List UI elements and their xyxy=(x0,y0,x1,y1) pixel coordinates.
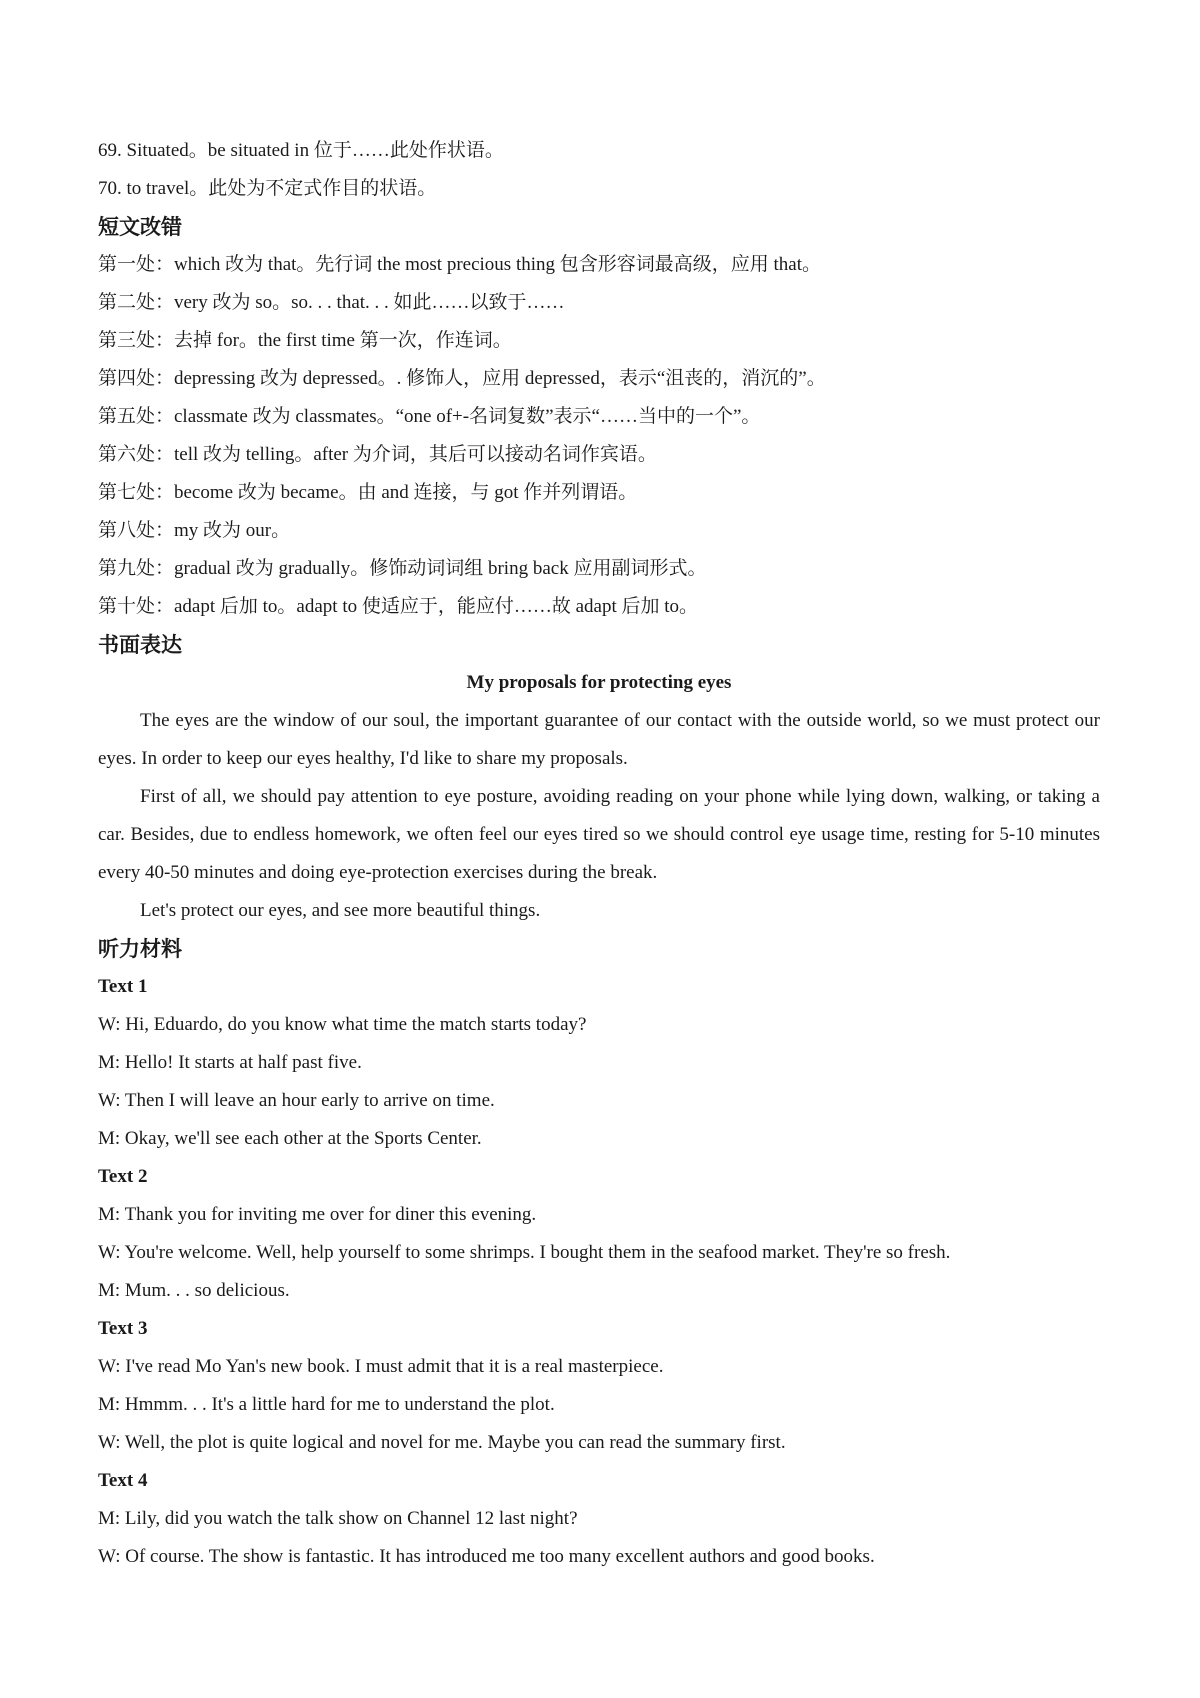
dialogue-line: W: Then I will leave an hour early to arrive on time. xyxy=(98,1090,495,1111)
text-label: Text 1 xyxy=(98,976,148,997)
dialogue-line: W: You're welcome. Well, help yourself to some shrimps. I bought them in the seafood market. They're so fresh. xyxy=(98,1242,951,1263)
answer-69: 69. Situated。be situated in 位于……此处作状语。 xyxy=(98,140,504,161)
correction-item: 第七处：become 改为 became。由 and 连接，与 got 作并列谓语。 xyxy=(98,482,638,503)
essay-paragraph: The eyes are the window of our soul, the important guarantee of our contact with the outside world, so we must protect our eyes. In order to keep our eyes healthy, I'd like to share my proposals. xyxy=(98,710,1100,769)
section-heading-listening: 听力材料 xyxy=(98,937,182,961)
correction-item: 第四处：depressing 改为 depressed。. 修饰人，应用 depressed，表示“沮丧的，消沉的”。 xyxy=(98,368,826,389)
section-heading-writing: 书面表达 xyxy=(98,633,182,657)
text-label: Text 2 xyxy=(98,1166,148,1187)
dialogue-line: W: Of course. The show is fantastic. It has introduced me too many excellent authors and good books. xyxy=(98,1546,875,1567)
correction-item: 第一处：which 改为 that。先行词 the most precious thing 包含形容词最高级，应用 that。 xyxy=(98,254,822,275)
correction-item: 第八处：my 改为 our。 xyxy=(98,520,291,541)
dialogue-line: M: Okay, we'll see each other at the Sports Center. xyxy=(98,1128,482,1149)
correction-item: 第九处：gradual 改为 gradually。修饰动词词组 bring back 应用副词形式。 xyxy=(98,558,707,579)
correction-item: 第六处：tell 改为 telling。after 为介词，其后可以接动名词作宾语。 xyxy=(98,444,657,465)
correction-item: 第十处：adapt 后加 to。adapt to 使适应于，能应付……故 adapt 后加 to。 xyxy=(98,596,699,617)
dialogue-line: M: Hmmm. . . It's a little hard for me to understand the plot. xyxy=(98,1394,555,1415)
text-label: Text 4 xyxy=(98,1470,148,1491)
correction-item: 第二处：very 改为 so。so. . . that. . . 如此……以致于…… xyxy=(98,292,565,313)
essay-paragraph: Let's protect our eyes, and see more beautiful things. xyxy=(140,900,541,921)
dialogue-line: M: Lily, did you watch the talk show on Channel 12 last night? xyxy=(98,1508,578,1529)
dialogue-line: M: Thank you for inviting me over for diner this evening. xyxy=(98,1204,537,1225)
essay-paragraph: First of all, we should pay attention to eye posture, avoiding reading on your phone while lying down, walking, or taking a car. Besides, due to endless homework, we often feel our eyes tired so we should control eye usage time, resting for 5-10 minutes every 40-50 minutes and doing eye-protection exercises during the break. xyxy=(98,786,1100,883)
dialogue-line: W: I've read Mo Yan's new book. I must admit that it is a real masterpiece. xyxy=(98,1356,664,1377)
correction-item: 第五处：classmate 改为 classmates。“one of+-名词复数”表示“……当中的一个”。 xyxy=(98,406,761,427)
answer-70: 70. to travel。此处为不定式作目的状语。 xyxy=(98,178,437,199)
dialogue-line: W: Well, the plot is quite logical and novel for me. Maybe you can read the summary first. xyxy=(98,1432,786,1453)
dialogue-line: W: Hi, Eduardo, do you know what time the match starts today? xyxy=(98,1014,587,1035)
text-label: Text 3 xyxy=(98,1318,148,1339)
correction-item: 第三处：去掉 for。the first time 第一次，作连词。 xyxy=(98,330,512,351)
essay-title: My proposals for protecting eyes xyxy=(466,672,732,693)
dialogue-line: M: Hello! It starts at half past five. xyxy=(98,1052,362,1073)
dialogue-line: M: Mum. . . so delicious. xyxy=(98,1280,290,1301)
section-heading-correction: 短文改错 xyxy=(98,215,182,239)
document-page xyxy=(98,132,1100,1576)
